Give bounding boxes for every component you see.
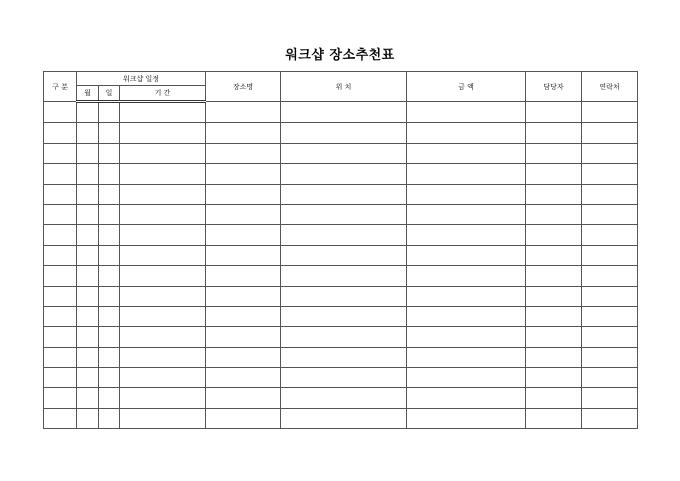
contact-cell[interactable]	[582, 306, 638, 326]
person-in-charge-cell[interactable]	[526, 245, 582, 265]
table-row	[44, 225, 638, 245]
venue-name-cell[interactable]	[206, 225, 281, 245]
period-cell[interactable]	[120, 388, 206, 408]
venue-recommendation-table	[43, 71, 638, 429]
day-cell[interactable]	[99, 408, 120, 428]
month-cell[interactable]	[77, 388, 99, 408]
amount-cell[interactable]	[407, 388, 526, 408]
venue-name-cell[interactable]	[206, 327, 281, 347]
period-cell[interactable]	[120, 347, 206, 367]
category-cell[interactable]	[44, 266, 77, 286]
month-cell[interactable]	[77, 347, 99, 367]
category-cell[interactable]	[44, 164, 77, 184]
category-cell[interactable]	[44, 184, 77, 204]
table-row	[44, 266, 638, 286]
period-cell[interactable]	[120, 327, 206, 347]
amount-cell[interactable]	[407, 306, 526, 326]
amount-cell[interactable]	[407, 245, 526, 265]
person-in-charge-cell[interactable]	[526, 225, 582, 245]
contact-cell[interactable]	[582, 164, 638, 184]
category-cell[interactable]	[44, 245, 77, 265]
location-cell[interactable]	[281, 327, 407, 347]
category-cell[interactable]	[44, 204, 77, 224]
header-period: 기 간	[120, 86, 206, 102]
document-title: 워크샵 장소추천표	[285, 48, 395, 63]
month-cell[interactable]	[77, 327, 99, 347]
person-in-charge-cell[interactable]	[526, 286, 582, 306]
venue-name-cell[interactable]	[206, 306, 281, 326]
table-row	[44, 388, 638, 408]
person-in-charge-cell[interactable]	[526, 388, 582, 408]
header-workshop-schedule: 워크샵 일정	[77, 72, 206, 86]
category-cell[interactable]	[44, 286, 77, 306]
day-cell[interactable]	[99, 266, 120, 286]
amount-cell[interactable]	[407, 225, 526, 245]
location-cell[interactable]	[281, 225, 407, 245]
contact-cell[interactable]	[582, 143, 638, 163]
day-cell[interactable]	[99, 164, 120, 184]
header-venue-name: 장소명	[206, 72, 281, 102]
amount-cell[interactable]	[407, 164, 526, 184]
period-cell[interactable]	[120, 225, 206, 245]
day-cell[interactable]	[99, 327, 120, 347]
period-cell[interactable]	[120, 408, 206, 428]
category-cell[interactable]	[44, 225, 77, 245]
table-body	[44, 102, 638, 429]
venue-name-cell[interactable]	[206, 266, 281, 286]
person-in-charge-cell[interactable]	[526, 266, 582, 286]
venue-name-cell[interactable]	[206, 123, 281, 143]
category-cell[interactable]	[44, 102, 77, 123]
person-in-charge-cell[interactable]	[526, 123, 582, 143]
table-row	[44, 102, 638, 123]
location-cell[interactable]	[281, 164, 407, 184]
month-cell[interactable]	[77, 204, 99, 224]
period-cell[interactable]	[120, 123, 206, 143]
period-cell[interactable]	[120, 164, 206, 184]
amount-cell[interactable]	[407, 184, 526, 204]
location-cell[interactable]	[281, 306, 407, 326]
period-cell[interactable]	[120, 368, 206, 388]
category-cell[interactable]	[44, 143, 77, 163]
month-cell[interactable]	[77, 368, 99, 388]
contact-cell[interactable]	[582, 184, 638, 204]
amount-cell[interactable]	[407, 368, 526, 388]
header-category: 구 분	[44, 72, 77, 102]
header-person-in-charge: 담당자	[526, 72, 582, 102]
header-month: 월	[77, 86, 99, 102]
location-cell[interactable]	[281, 286, 407, 306]
month-cell[interactable]	[77, 164, 99, 184]
location-cell[interactable]	[281, 143, 407, 163]
table-row	[44, 347, 638, 367]
table-row	[44, 123, 638, 143]
venue-name-cell[interactable]	[206, 245, 281, 265]
venue-name-cell[interactable]	[206, 286, 281, 306]
amount-cell[interactable]	[407, 123, 526, 143]
period-cell[interactable]	[120, 184, 206, 204]
contact-cell[interactable]	[582, 347, 638, 367]
location-cell[interactable]	[281, 204, 407, 224]
category-cell[interactable]	[44, 347, 77, 367]
venue-name-cell[interactable]	[206, 408, 281, 428]
person-in-charge-cell[interactable]	[526, 347, 582, 367]
amount-cell[interactable]	[407, 347, 526, 367]
venue-name-cell[interactable]	[206, 184, 281, 204]
day-cell[interactable]	[99, 184, 120, 204]
category-cell[interactable]	[44, 306, 77, 326]
amount-cell[interactable]	[407, 327, 526, 347]
person-in-charge-cell[interactable]	[526, 306, 582, 326]
amount-cell[interactable]	[407, 266, 526, 286]
period-cell[interactable]	[120, 245, 206, 265]
person-in-charge-cell[interactable]	[526, 102, 582, 123]
contact-cell[interactable]	[582, 408, 638, 428]
month-cell[interactable]	[77, 123, 99, 143]
period-cell[interactable]	[120, 266, 206, 286]
table-row	[44, 245, 638, 265]
venue-name-cell[interactable]	[206, 388, 281, 408]
day-cell[interactable]	[99, 143, 120, 163]
person-in-charge-cell[interactable]	[526, 368, 582, 388]
amount-cell[interactable]	[407, 143, 526, 163]
location-cell[interactable]	[281, 102, 407, 123]
contact-cell[interactable]	[582, 204, 638, 224]
location-cell[interactable]	[281, 123, 407, 143]
month-cell[interactable]	[77, 306, 99, 326]
month-cell[interactable]	[77, 225, 99, 245]
period-cell[interactable]	[120, 143, 206, 163]
location-cell[interactable]	[281, 368, 407, 388]
category-cell[interactable]	[44, 408, 77, 428]
person-in-charge-cell[interactable]	[526, 184, 582, 204]
table-row	[44, 164, 638, 184]
day-cell[interactable]	[99, 245, 120, 265]
category-cell[interactable]	[44, 368, 77, 388]
month-cell[interactable]	[77, 102, 99, 123]
period-cell[interactable]	[120, 286, 206, 306]
venue-name-cell[interactable]	[206, 204, 281, 224]
category-cell[interactable]	[44, 123, 77, 143]
amount-cell[interactable]	[407, 204, 526, 224]
table-row	[44, 306, 638, 326]
contact-cell[interactable]	[582, 327, 638, 347]
header-amount: 금 액	[407, 72, 526, 102]
person-in-charge-cell[interactable]	[526, 143, 582, 163]
table-row	[44, 204, 638, 224]
category-cell[interactable]	[44, 327, 77, 347]
month-cell[interactable]	[77, 408, 99, 428]
day-cell[interactable]	[99, 347, 120, 367]
month-cell[interactable]	[77, 143, 99, 163]
table-row	[44, 327, 638, 347]
venue-name-cell[interactable]	[206, 164, 281, 184]
table-row	[44, 143, 638, 163]
contact-cell[interactable]	[582, 225, 638, 245]
day-cell[interactable]	[99, 225, 120, 245]
day-cell[interactable]	[99, 204, 120, 224]
month-cell[interactable]	[77, 245, 99, 265]
period-cell[interactable]	[120, 204, 206, 224]
venue-name-cell[interactable]	[206, 102, 281, 123]
person-in-charge-cell[interactable]	[526, 327, 582, 347]
day-cell[interactable]	[99, 368, 120, 388]
contact-cell[interactable]	[582, 266, 638, 286]
venue-name-cell[interactable]	[206, 368, 281, 388]
person-in-charge-cell[interactable]	[526, 408, 582, 428]
amount-cell[interactable]	[407, 102, 526, 123]
header-day: 일	[99, 86, 120, 102]
day-cell[interactable]	[99, 123, 120, 143]
table-row	[44, 408, 638, 428]
day-cell[interactable]	[99, 286, 120, 306]
person-in-charge-cell[interactable]	[526, 164, 582, 184]
location-cell[interactable]	[281, 245, 407, 265]
location-cell[interactable]	[281, 184, 407, 204]
table-row	[44, 184, 638, 204]
contact-cell[interactable]	[582, 388, 638, 408]
contact-cell[interactable]	[582, 245, 638, 265]
period-cell[interactable]	[120, 306, 206, 326]
day-cell[interactable]	[99, 102, 120, 123]
person-in-charge-cell[interactable]	[526, 204, 582, 224]
location-cell[interactable]	[281, 347, 407, 367]
category-cell[interactable]	[44, 388, 77, 408]
day-cell[interactable]	[99, 306, 120, 326]
contact-cell[interactable]	[582, 102, 638, 123]
venue-name-cell[interactable]	[206, 143, 281, 163]
day-cell[interactable]	[99, 388, 120, 408]
table-row	[44, 286, 638, 306]
amount-cell[interactable]	[407, 408, 526, 428]
location-cell[interactable]	[281, 266, 407, 286]
month-cell[interactable]	[77, 184, 99, 204]
contact-cell[interactable]	[582, 368, 638, 388]
location-cell[interactable]	[281, 408, 407, 428]
table-row	[44, 368, 638, 388]
contact-cell[interactable]	[582, 123, 638, 143]
header-contact: 연락처	[582, 72, 638, 102]
venue-name-cell[interactable]	[206, 347, 281, 367]
location-cell[interactable]	[281, 388, 407, 408]
header-location: 위 치	[281, 72, 407, 102]
period-cell[interactable]	[120, 102, 206, 123]
amount-cell[interactable]	[407, 286, 526, 306]
month-cell[interactable]	[77, 286, 99, 306]
contact-cell[interactable]	[582, 286, 638, 306]
month-cell[interactable]	[77, 266, 99, 286]
